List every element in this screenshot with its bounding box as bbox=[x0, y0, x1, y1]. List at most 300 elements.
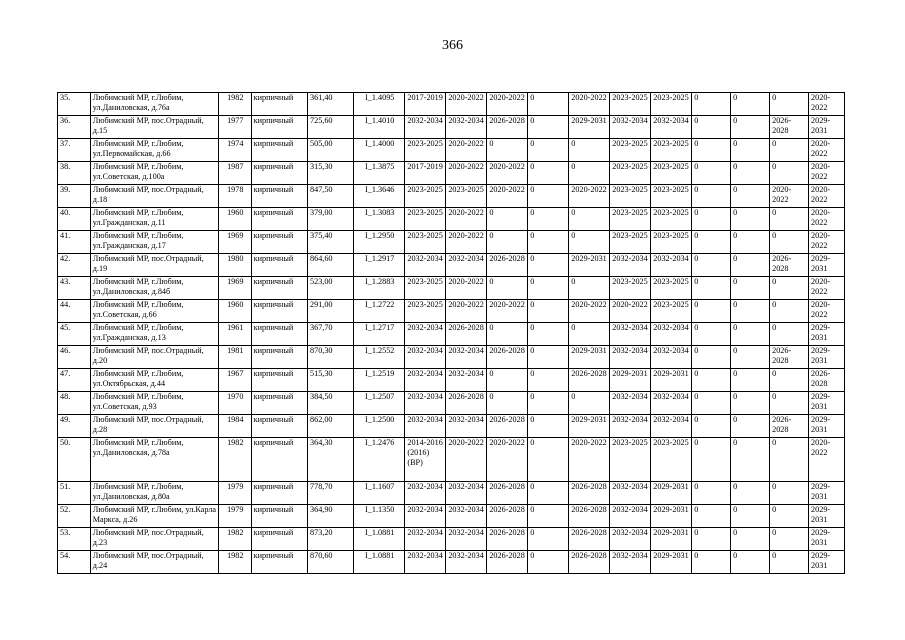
table-cell: I_1.3646 bbox=[354, 185, 405, 208]
table-cell: Любимский МР, пос.Отрадный, д.23 bbox=[90, 528, 218, 551]
table-cell: 0 bbox=[692, 505, 731, 528]
table-cell: 862,00 bbox=[308, 415, 354, 438]
table-cell: 2020-2022 bbox=[770, 185, 809, 208]
table-cell: 2029-2031 bbox=[651, 528, 692, 551]
table-cell: 2020-2022 bbox=[569, 300, 610, 323]
table-cell: 2026-2028 bbox=[487, 482, 528, 505]
table-cell: 2032-2034 bbox=[610, 505, 651, 528]
table-cell: кирпичный bbox=[251, 116, 307, 139]
table-cell: 2032-2034 bbox=[405, 369, 446, 392]
table-cell: 0 bbox=[528, 277, 569, 300]
table-cell: 2032-2034 bbox=[405, 415, 446, 438]
table-cell: 2032-2034 bbox=[446, 505, 487, 528]
table-cell: кирпичный bbox=[251, 277, 307, 300]
table-cell: 2020-2022 bbox=[809, 185, 845, 208]
table-cell: 45. bbox=[58, 323, 91, 346]
table-cell: 2029-2031 bbox=[651, 551, 692, 574]
table-cell: 0 bbox=[569, 208, 610, 231]
table-cell: 367,70 bbox=[308, 323, 354, 346]
buildings-table bbox=[57, 92, 845, 574]
table-cell: 0 bbox=[528, 162, 569, 185]
table-cell: 2020-2022 bbox=[809, 438, 845, 482]
table-cell: Любимский МР, г.Любим, ул.Советская, д.66 bbox=[90, 300, 218, 323]
table-cell: 2023-2025 bbox=[405, 139, 446, 162]
table-cell: I_1.0881 bbox=[354, 528, 405, 551]
table-cell: 1982 bbox=[218, 528, 251, 551]
table-cell: 0 bbox=[731, 139, 770, 162]
table-cell: 2029-2031 bbox=[569, 346, 610, 369]
table-cell: 0 bbox=[770, 505, 809, 528]
table-cell: 0 bbox=[731, 551, 770, 574]
table-cell: 2026-2028 bbox=[446, 323, 487, 346]
table-cell: 2023-2025 bbox=[651, 139, 692, 162]
table-cell: 2023-2025 bbox=[610, 93, 651, 116]
table-cell: 2032-2034 bbox=[610, 323, 651, 346]
table-cell: кирпичный bbox=[251, 346, 307, 369]
table-cell: 0 bbox=[692, 528, 731, 551]
table-cell: 2026-2028 bbox=[770, 346, 809, 369]
table-cell: 43. bbox=[58, 277, 91, 300]
table-cell: I_1.2917 bbox=[354, 254, 405, 277]
table-cell: 0 bbox=[770, 528, 809, 551]
table-cell: 0 bbox=[692, 277, 731, 300]
table-cell: 0 bbox=[770, 93, 809, 116]
table-cell: 0 bbox=[487, 323, 528, 346]
table-cell: Любимский МР, пос.Отрадный, д.19 bbox=[90, 254, 218, 277]
table-cell: 0 bbox=[487, 369, 528, 392]
table-row bbox=[58, 116, 845, 139]
table-cell: 1969 bbox=[218, 277, 251, 300]
table-row bbox=[58, 369, 845, 392]
table-cell: 2026-2028 bbox=[569, 369, 610, 392]
table-cell: 2029-2031 bbox=[569, 116, 610, 139]
table-cell: 2032-2034 bbox=[651, 346, 692, 369]
table-cell: 0 bbox=[528, 185, 569, 208]
table-row bbox=[58, 185, 845, 208]
table-cell: 1982 bbox=[218, 438, 251, 482]
table-cell: Любимский МР, г.Любим, ул.Даниловская, д.76а bbox=[90, 93, 218, 116]
table-cell: 0 bbox=[692, 438, 731, 482]
table-cell: 2023-2025 bbox=[610, 438, 651, 482]
table-cell: 2026-2028 bbox=[770, 254, 809, 277]
table-row bbox=[58, 162, 845, 185]
table-cell: кирпичный bbox=[251, 185, 307, 208]
table-cell: Любимский МР, г.Любим, ул.Даниловская, д.84б bbox=[90, 277, 218, 300]
table-cell: I_1.4010 bbox=[354, 116, 405, 139]
table-cell: кирпичный bbox=[251, 415, 307, 438]
table-cell: 2023-2025 bbox=[405, 185, 446, 208]
table-cell: I_1.2500 bbox=[354, 415, 405, 438]
table-cell: 0 bbox=[731, 415, 770, 438]
table-cell: 2026-2028 bbox=[487, 254, 528, 277]
table-cell: 2023-2025 bbox=[651, 231, 692, 254]
table-cell: I_1.4000 bbox=[354, 139, 405, 162]
table-cell: 505,00 bbox=[308, 139, 354, 162]
table-cell: 379,00 bbox=[308, 208, 354, 231]
table-cell: 2029-2031 bbox=[651, 505, 692, 528]
table-cell: 2023-2025 bbox=[651, 300, 692, 323]
table-cell: 291,00 bbox=[308, 300, 354, 323]
table-cell: 0 bbox=[569, 323, 610, 346]
table-cell: Любимский МР, пос.Отрадный, д.24 bbox=[90, 551, 218, 574]
table-cell: 38. bbox=[58, 162, 91, 185]
table-cell: 2023-2025 bbox=[651, 162, 692, 185]
table-cell: 375,40 bbox=[308, 231, 354, 254]
table-cell: 0 bbox=[692, 551, 731, 574]
table-cell: 2032-2034 bbox=[651, 323, 692, 346]
table-cell: 0 bbox=[692, 162, 731, 185]
table-cell: 0 bbox=[731, 300, 770, 323]
table-cell: 0 bbox=[770, 162, 809, 185]
table-cell: 2023-2025 bbox=[610, 185, 651, 208]
table-cell: 0 bbox=[770, 551, 809, 574]
table-cell: 0 bbox=[487, 231, 528, 254]
table-cell: 0 bbox=[569, 392, 610, 415]
table-cell: 2026-2028 bbox=[569, 551, 610, 574]
table-cell: 725,60 bbox=[308, 116, 354, 139]
table-cell: 2029-2031 bbox=[610, 369, 651, 392]
table-cell: Любимский МР, г.Любим, ул.Даниловская, д.80а bbox=[90, 482, 218, 505]
table-cell: 2032-2034 bbox=[446, 116, 487, 139]
table-cell: 41. bbox=[58, 231, 91, 254]
table-cell: 2026-2028 bbox=[487, 551, 528, 574]
table-cell: 0 bbox=[731, 277, 770, 300]
table-cell: 0 bbox=[528, 415, 569, 438]
table-cell: 0 bbox=[528, 551, 569, 574]
table-cell: 0 bbox=[731, 162, 770, 185]
table-cell: 1978 bbox=[218, 185, 251, 208]
table-cell: 0 bbox=[692, 346, 731, 369]
table-cell: 2023-2025 bbox=[651, 93, 692, 116]
table-cell: кирпичный bbox=[251, 254, 307, 277]
table-cell: 0 bbox=[528, 438, 569, 482]
table-cell: 2029-2031 bbox=[569, 415, 610, 438]
table-cell: 2029-2031 bbox=[809, 116, 845, 139]
table-cell: 2020-2022 bbox=[487, 185, 528, 208]
table-cell: 315,30 bbox=[308, 162, 354, 185]
table-row bbox=[58, 323, 845, 346]
table-cell: 1982 bbox=[218, 551, 251, 574]
table-cell: 2026-2028 bbox=[569, 528, 610, 551]
table-cell: 2017-2019 bbox=[405, 93, 446, 116]
table-cell: 2032-2034 bbox=[610, 482, 651, 505]
table-cell: 1982 bbox=[218, 93, 251, 116]
table-cell: 2020-2022 bbox=[446, 208, 487, 231]
table-cell: 2020-2022 bbox=[610, 300, 651, 323]
table-cell: I_1.1607 bbox=[354, 482, 405, 505]
table-cell: 2020-2022 bbox=[809, 139, 845, 162]
table-cell: 2029-2031 bbox=[809, 551, 845, 574]
table-cell: 2029-2031 bbox=[809, 323, 845, 346]
table-cell: Любимский МР, г.Любим, ул.Первомайская, д.66 bbox=[90, 139, 218, 162]
table-cell: 778,70 bbox=[308, 482, 354, 505]
table-cell: Любимский МР, г.Любим, ул.Карла Маркса, д.26 bbox=[90, 505, 218, 528]
table-cell: 0 bbox=[770, 300, 809, 323]
table-cell: кирпичный bbox=[251, 323, 307, 346]
table-cell: 2032-2034 bbox=[610, 415, 651, 438]
table-cell: 2029-2031 bbox=[651, 369, 692, 392]
table-cell: 52. bbox=[58, 505, 91, 528]
table-cell: кирпичный bbox=[251, 482, 307, 505]
table-cell: 0 bbox=[569, 231, 610, 254]
table-cell: 0 bbox=[770, 369, 809, 392]
table-cell: 1969 bbox=[218, 231, 251, 254]
table-cell: 0 bbox=[731, 505, 770, 528]
table-cell: 0 bbox=[569, 139, 610, 162]
table-cell: 0 bbox=[692, 369, 731, 392]
table-cell: 0 bbox=[692, 116, 731, 139]
table-cell: Любимский МР, г.Любим, ул.Советская, д.93 bbox=[90, 392, 218, 415]
table-cell: 2026-2028 bbox=[569, 505, 610, 528]
table-cell: 0 bbox=[528, 116, 569, 139]
table-cell: Любимский МР, пос.Отрадный, д.28 bbox=[90, 415, 218, 438]
table-cell: 2032-2034 bbox=[405, 505, 446, 528]
table-cell: 2032-2034 bbox=[405, 254, 446, 277]
table-cell: 1960 bbox=[218, 208, 251, 231]
table-cell: 35. bbox=[58, 93, 91, 116]
table-cell: 0 bbox=[770, 208, 809, 231]
table-cell: 0 bbox=[692, 323, 731, 346]
table-cell: Любимский МР, пос.Отрадный, д.15 bbox=[90, 116, 218, 139]
table-cell: 2023-2025 bbox=[405, 208, 446, 231]
table-cell: 0 bbox=[528, 482, 569, 505]
table-cell: 2032-2034 bbox=[446, 346, 487, 369]
table-cell: I_1.2883 bbox=[354, 277, 405, 300]
table-cell: 2020-2022 bbox=[446, 93, 487, 116]
table-cell: кирпичный bbox=[251, 438, 307, 482]
table-row bbox=[58, 551, 845, 574]
table-cell: 0 bbox=[692, 300, 731, 323]
table-row bbox=[58, 277, 845, 300]
table-cell: 2026-2028 bbox=[446, 392, 487, 415]
table-cell: 2029-2031 bbox=[651, 482, 692, 505]
table-cell: 2029-2031 bbox=[809, 415, 845, 438]
table-cell: 2023-2025 bbox=[610, 139, 651, 162]
table-cell: 0 bbox=[528, 369, 569, 392]
table-row bbox=[58, 254, 845, 277]
table-cell: I_1.3875 bbox=[354, 162, 405, 185]
table-cell: 2020-2022 bbox=[809, 231, 845, 254]
table-cell: 0 bbox=[528, 254, 569, 277]
table-cell: I_1.1350 bbox=[354, 505, 405, 528]
table-row bbox=[58, 482, 845, 505]
table-cell: 1960 bbox=[218, 300, 251, 323]
table-row bbox=[58, 346, 845, 369]
table-cell: 2020-2022 bbox=[487, 162, 528, 185]
table-cell: 39. bbox=[58, 185, 91, 208]
table-cell: 364,90 bbox=[308, 505, 354, 528]
table-cell: 2026-2028 bbox=[487, 116, 528, 139]
table-cell: 2020-2022 bbox=[446, 139, 487, 162]
table-cell: 0 bbox=[528, 323, 569, 346]
table-cell: I_1.2476 bbox=[354, 438, 405, 482]
table-cell: I_1.2519 bbox=[354, 369, 405, 392]
table-cell: 0 bbox=[528, 346, 569, 369]
table-cell: 2020-2022 bbox=[487, 438, 528, 482]
table-cell: 0 bbox=[692, 93, 731, 116]
table-cell: 2020-2022 bbox=[809, 300, 845, 323]
table-cell: кирпичный bbox=[251, 392, 307, 415]
table-cell: I_1.2552 bbox=[354, 346, 405, 369]
table-cell: 1967 bbox=[218, 369, 251, 392]
table-cell: 870,30 bbox=[308, 346, 354, 369]
table-cell: 2023-2025 bbox=[405, 231, 446, 254]
table-cell: I_1.2722 bbox=[354, 300, 405, 323]
table-cell: 40. bbox=[58, 208, 91, 231]
table-cell: I_1.3083 bbox=[354, 208, 405, 231]
table-row bbox=[58, 231, 845, 254]
table-cell: 2023-2025 bbox=[651, 208, 692, 231]
table-cell: 2029-2031 bbox=[809, 482, 845, 505]
table-cell: 2023-2025 bbox=[651, 438, 692, 482]
table-cell: 515,30 bbox=[308, 369, 354, 392]
table-cell: 0 bbox=[731, 185, 770, 208]
table-cell: 2026-2028 bbox=[487, 505, 528, 528]
table-cell: 2032-2034 bbox=[446, 482, 487, 505]
table-cell: I_1.4095 bbox=[354, 93, 405, 116]
table-cell: 37. bbox=[58, 139, 91, 162]
table-cell: 2020-2022 bbox=[446, 438, 487, 482]
table-cell: 2032-2034 bbox=[405, 482, 446, 505]
table-cell: 2032-2034 bbox=[405, 323, 446, 346]
table-row bbox=[58, 93, 845, 116]
table-cell: Любимский МР, г.Любим, ул.Октябрьская, д.44 bbox=[90, 369, 218, 392]
table-cell: 2020-2022 bbox=[569, 93, 610, 116]
table-cell: 2029-2031 bbox=[569, 254, 610, 277]
table-cell: кирпичный bbox=[251, 93, 307, 116]
table-cell: 2032-2034 bbox=[651, 415, 692, 438]
table-cell: 1984 bbox=[218, 415, 251, 438]
table-cell: 2020-2022 bbox=[446, 162, 487, 185]
table-cell: 2029-2031 bbox=[809, 346, 845, 369]
table-cell: Любимский МР, пос.Отрадный, д.20 bbox=[90, 346, 218, 369]
table-cell: 0 bbox=[528, 392, 569, 415]
table-cell: кирпичный bbox=[251, 139, 307, 162]
table-cell: 523,00 bbox=[308, 277, 354, 300]
table-cell: 0 bbox=[770, 323, 809, 346]
table-cell: 2026-2028 bbox=[770, 116, 809, 139]
table-cell: 2023-2025 bbox=[610, 231, 651, 254]
table-cell: 47. bbox=[58, 369, 91, 392]
table-cell: Любимский МР, г.Любим, ул.Советская, д.100а bbox=[90, 162, 218, 185]
table-cell: 2029-2031 bbox=[809, 528, 845, 551]
table-cell: Любимский МР, г.Любим, ул.Даниловская, д.78а bbox=[90, 438, 218, 482]
table-cell: 2032-2034 bbox=[651, 116, 692, 139]
table-cell: 2029-2031 bbox=[809, 505, 845, 528]
table-cell: 2026-2028 bbox=[487, 415, 528, 438]
table-cell: 50. bbox=[58, 438, 91, 482]
table-cell: 361,40 bbox=[308, 93, 354, 116]
table-cell: 0 bbox=[770, 139, 809, 162]
table-cell: 0 bbox=[731, 392, 770, 415]
table-cell: 0 bbox=[487, 208, 528, 231]
table-cell: 2023-2025 bbox=[446, 185, 487, 208]
table-cell: 2020-2022 bbox=[446, 300, 487, 323]
table-cell: кирпичный bbox=[251, 551, 307, 574]
table-cell: 2032-2034 bbox=[610, 551, 651, 574]
table-cell: 2020-2022 bbox=[446, 231, 487, 254]
table-cell: 0 bbox=[731, 116, 770, 139]
table-cell: 0 bbox=[528, 139, 569, 162]
table-cell: 0 bbox=[569, 162, 610, 185]
table-cell: 2032-2034 bbox=[446, 254, 487, 277]
table-cell: 2032-2034 bbox=[610, 346, 651, 369]
table-cell: 0 bbox=[770, 392, 809, 415]
table-cell: 2032-2034 bbox=[610, 116, 651, 139]
table-cell: 0 bbox=[731, 323, 770, 346]
table-cell: 0 bbox=[731, 528, 770, 551]
table-cell: 0 bbox=[692, 231, 731, 254]
table-row bbox=[58, 528, 845, 551]
table-cell: 2032-2034 bbox=[610, 392, 651, 415]
table-cell: 0 bbox=[692, 415, 731, 438]
table-cell: 2014-2016 (2016) (ВР) bbox=[405, 438, 446, 482]
table-cell: 2023-2025 bbox=[610, 208, 651, 231]
table-cell: 53. bbox=[58, 528, 91, 551]
table-cell: 2032-2034 bbox=[610, 254, 651, 277]
table-cell: 2032-2034 bbox=[651, 392, 692, 415]
table-cell: 364,30 bbox=[308, 438, 354, 482]
table-cell: 2032-2034 bbox=[651, 254, 692, 277]
table-cell: 2026-2028 bbox=[487, 346, 528, 369]
table-cell: 0 bbox=[692, 208, 731, 231]
table-cell: 0 bbox=[692, 482, 731, 505]
table-cell: 2020-2022 bbox=[809, 93, 845, 116]
table-cell: 0 bbox=[731, 254, 770, 277]
table-cell: 0 bbox=[770, 482, 809, 505]
table-cell: 2023-2025 bbox=[651, 185, 692, 208]
table-cell: 0 bbox=[692, 254, 731, 277]
table-cell: 0 bbox=[731, 438, 770, 482]
table-cell: кирпичный bbox=[251, 208, 307, 231]
table-row bbox=[58, 208, 845, 231]
table-cell: 1970 bbox=[218, 392, 251, 415]
table-cell: 2029-2031 bbox=[809, 254, 845, 277]
table-row bbox=[58, 300, 845, 323]
table-cell: 0 bbox=[770, 277, 809, 300]
table-cell: 44. bbox=[58, 300, 91, 323]
table-cell: Любимский МР, пос.Отрадный, д.18 bbox=[90, 185, 218, 208]
table-cell: 2020-2022 bbox=[446, 277, 487, 300]
table-cell: 1979 bbox=[218, 482, 251, 505]
table-cell: 2032-2034 bbox=[405, 392, 446, 415]
table-cell: 2032-2034 bbox=[446, 415, 487, 438]
table-row bbox=[58, 505, 845, 528]
table-cell: 2026-2028 bbox=[487, 528, 528, 551]
table-cell: 864,60 bbox=[308, 254, 354, 277]
table-cell: 51. bbox=[58, 482, 91, 505]
table-cell: 873,20 bbox=[308, 528, 354, 551]
table-cell: 2032-2034 bbox=[405, 116, 446, 139]
table-cell: 2032-2034 bbox=[610, 528, 651, 551]
table-cell: 0 bbox=[487, 392, 528, 415]
table-cell: 0 bbox=[528, 300, 569, 323]
table-cell: 0 bbox=[692, 392, 731, 415]
table-cell: кирпичный bbox=[251, 300, 307, 323]
table-cell: кирпичный bbox=[251, 162, 307, 185]
table-cell: 1987 bbox=[218, 162, 251, 185]
table-cell: 384,50 bbox=[308, 392, 354, 415]
table-cell: 2026-2028 bbox=[809, 369, 845, 392]
table-cell: 2020-2022 bbox=[809, 208, 845, 231]
table-cell: Любимский МР, г.Любим, ул.Гражданская, д.17 bbox=[90, 231, 218, 254]
page-number: 366 bbox=[442, 38, 463, 53]
table-cell: 1981 bbox=[218, 346, 251, 369]
table-row bbox=[58, 392, 845, 415]
table-cell: 48. bbox=[58, 392, 91, 415]
table-cell: 46. bbox=[58, 346, 91, 369]
table-cell: 2032-2034 bbox=[405, 551, 446, 574]
